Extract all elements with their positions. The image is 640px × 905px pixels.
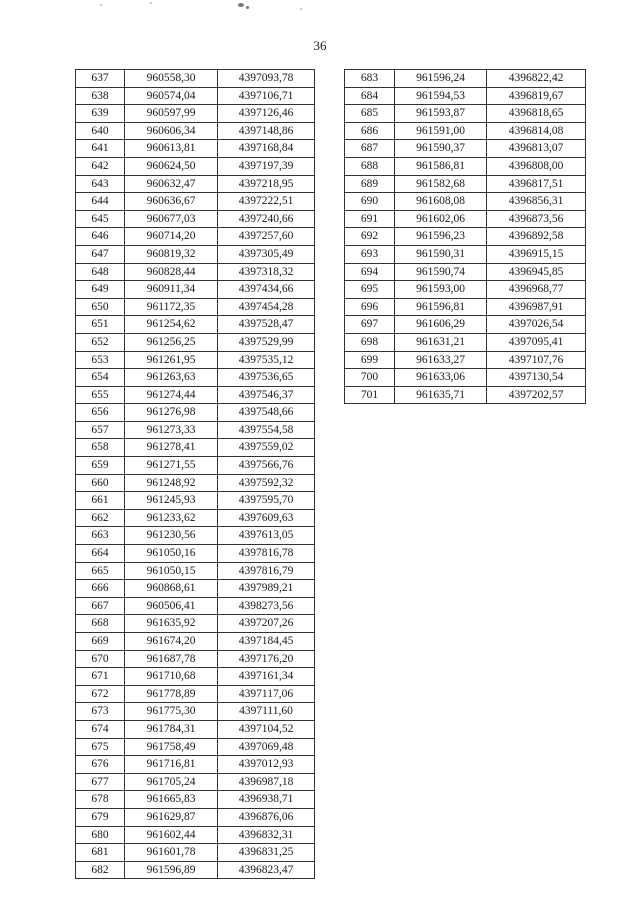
coordinates-table-right [344,69,586,404]
x-coordinate-cell: 961758,49 [125,738,218,756]
point-number-cell: 683 [345,70,395,88]
y-coordinate-cell: 4397176,20 [218,650,315,668]
point-number-cell: 665 [76,562,125,580]
point-number-cell: 655 [76,386,125,404]
x-coordinate-cell: 961582,68 [395,175,487,193]
x-coordinate-cell: 961590,31 [395,245,487,263]
y-coordinate-cell: 4396945,85 [487,263,586,281]
x-coordinate-cell: 960677,03 [125,210,218,228]
x-coordinate-cell: 961705,24 [125,773,218,791]
x-coordinate-cell: 961230,56 [125,527,218,545]
x-coordinate-cell: 960636,67 [125,193,218,211]
x-coordinate-cell: 961278,41 [125,439,218,457]
point-number-cell: 638 [76,87,125,105]
table-row [76,685,315,703]
point-number-cell: 649 [76,281,125,299]
table-row [76,791,315,809]
table-row [76,509,315,527]
y-coordinate-cell: 4397012,93 [218,756,315,774]
table-row [76,492,315,510]
x-coordinate-cell: 960714,20 [125,228,218,246]
y-coordinate-cell: 4397592,32 [218,474,315,492]
page-number: 36 [313,38,327,53]
table-row [76,668,315,686]
y-coordinate-cell: 4396938,71 [218,791,315,809]
table-row [345,157,586,175]
point-number-cell: 644 [76,193,125,211]
x-coordinate-cell: 960558,30 [125,70,218,88]
y-coordinate-cell: 4397554,58 [218,421,315,439]
table-row [76,87,315,105]
point-number-cell: 688 [345,157,395,175]
point-number-cell: 652 [76,333,125,351]
table-row [345,175,586,193]
x-coordinate-cell: 961586,81 [395,157,487,175]
y-coordinate-cell: 4396832,31 [218,826,315,844]
x-coordinate-cell: 961775,30 [125,703,218,721]
x-coordinate-cell: 961635,92 [125,615,218,633]
table-body [76,70,315,879]
y-coordinate-cell: 4397207,26 [218,615,315,633]
y-coordinate-cell: 4397069,48 [218,738,315,756]
table-row [345,316,586,334]
x-coordinate-cell: 961784,31 [125,720,218,738]
point-number-cell: 682 [76,861,125,879]
table-row [76,105,315,123]
y-coordinate-cell: 4397222,51 [218,193,315,211]
table-row [345,140,586,158]
y-coordinate-cell: 4396817,51 [487,175,586,193]
x-coordinate-cell: 960911,34 [125,281,218,299]
table-row [76,545,315,563]
table-row [345,351,586,369]
y-coordinate-cell: 4396987,91 [487,298,586,316]
point-number-cell: 669 [76,633,125,651]
x-coordinate-cell: 961596,23 [395,228,487,246]
point-number-cell: 691 [345,210,395,228]
point-number-cell: 684 [345,87,395,105]
point-number-cell: 674 [76,720,125,738]
y-coordinate-cell: 4397095,41 [487,333,586,351]
table-row [76,175,315,193]
y-coordinate-cell: 4397093,78 [218,70,315,88]
scan-artifact [300,8,302,10]
table-row [76,615,315,633]
point-number-cell: 676 [76,756,125,774]
table-row [76,439,315,457]
table-row [345,245,586,263]
y-coordinate-cell: 4397026,54 [487,316,586,334]
x-coordinate-cell: 961254,62 [125,316,218,334]
x-coordinate-cell: 961674,20 [125,633,218,651]
x-coordinate-cell: 961263,63 [125,369,218,387]
point-number-cell: 651 [76,316,125,334]
y-coordinate-cell: 4397305,49 [218,245,315,263]
point-number-cell: 677 [76,773,125,791]
table-body [345,70,586,404]
x-coordinate-cell: 961050,16 [125,545,218,563]
table-row [76,70,315,88]
y-coordinate-cell: 4397197,39 [218,157,315,175]
point-number-cell: 656 [76,404,125,422]
point-number-cell: 640 [76,122,125,140]
table-row [76,157,315,175]
x-coordinate-cell: 961172,35 [125,298,218,316]
table-row [76,826,315,844]
y-coordinate-cell: 4397816,78 [218,545,315,563]
table-row [76,281,315,299]
y-coordinate-cell: 4397240,66 [218,210,315,228]
y-coordinate-cell: 4397257,60 [218,228,315,246]
point-number-cell: 645 [76,210,125,228]
x-coordinate-cell: 960632,47 [125,175,218,193]
table-row [76,210,315,228]
point-number-cell: 654 [76,369,125,387]
x-coordinate-cell: 961633,06 [395,369,487,387]
x-coordinate-cell: 961593,00 [395,281,487,299]
y-coordinate-cell: 4397148,86 [218,122,315,140]
y-coordinate-cell: 4396814,08 [487,122,586,140]
y-coordinate-cell: 4396818,65 [487,105,586,123]
table-row [76,720,315,738]
x-coordinate-cell: 960613,81 [125,140,218,158]
point-number-cell: 680 [76,826,125,844]
x-coordinate-cell: 960606,34 [125,122,218,140]
point-number-cell: 662 [76,509,125,527]
point-number-cell: 663 [76,527,125,545]
y-coordinate-cell: 4397161,34 [218,668,315,686]
x-coordinate-cell: 961274,44 [125,386,218,404]
table-row [76,263,315,281]
table-row [345,210,586,228]
point-number-cell: 648 [76,263,125,281]
point-number-cell: 690 [345,193,395,211]
x-coordinate-cell: 961778,89 [125,685,218,703]
y-coordinate-cell: 4397528,47 [218,316,315,334]
table-row [76,316,315,334]
y-coordinate-cell: 4397202,57 [487,386,586,404]
table-row [345,281,586,299]
point-number-cell: 685 [345,105,395,123]
point-number-cell: 643 [76,175,125,193]
y-coordinate-cell: 4396892,58 [487,228,586,246]
table-row [76,193,315,211]
x-coordinate-cell: 961665,83 [125,791,218,809]
point-number-cell: 673 [76,703,125,721]
point-number-cell: 658 [76,439,125,457]
x-coordinate-cell: 961590,37 [395,140,487,158]
y-coordinate-cell: 4396987,18 [218,773,315,791]
x-coordinate-cell: 960574,04 [125,87,218,105]
x-coordinate-cell: 961245,93 [125,492,218,510]
y-coordinate-cell: 4397106,71 [218,87,315,105]
table-row [345,333,586,351]
y-coordinate-cell: 4397535,12 [218,351,315,369]
table-row [76,298,315,316]
table-row [76,650,315,668]
x-coordinate-cell: 961261,95 [125,351,218,369]
table-row [76,580,315,598]
x-coordinate-cell: 961596,89 [125,861,218,879]
x-coordinate-cell: 961248,92 [125,474,218,492]
x-coordinate-cell: 961273,33 [125,421,218,439]
table-row [76,474,315,492]
x-coordinate-cell: 961596,81 [395,298,487,316]
scan-artifact [100,4,102,6]
x-coordinate-cell: 961716,81 [125,756,218,774]
point-number-cell: 698 [345,333,395,351]
table-row [345,105,586,123]
y-coordinate-cell: 4397595,70 [218,492,315,510]
x-coordinate-cell: 961594,53 [395,87,487,105]
x-coordinate-cell: 961608,08 [395,193,487,211]
y-coordinate-cell: 4397184,45 [218,633,315,651]
point-number-cell: 675 [76,738,125,756]
table-row [76,404,315,422]
y-coordinate-cell: 4396822,42 [487,70,586,88]
point-number-cell: 670 [76,650,125,668]
y-coordinate-cell: 4396876,06 [218,808,315,826]
y-coordinate-cell: 4397613,05 [218,527,315,545]
point-number-cell: 641 [76,140,125,158]
x-coordinate-cell: 961256,25 [125,333,218,351]
x-coordinate-cell: 960597,99 [125,105,218,123]
point-number-cell: 664 [76,545,125,563]
table-row [345,87,586,105]
point-number-cell: 701 [345,386,395,404]
point-number-cell: 686 [345,122,395,140]
y-coordinate-cell: 4397546,37 [218,386,315,404]
point-number-cell: 694 [345,263,395,281]
y-coordinate-cell: 4396808,00 [487,157,586,175]
y-coordinate-cell: 4397130,54 [487,369,586,387]
y-coordinate-cell: 4397989,21 [218,580,315,598]
table-row [76,140,315,158]
table-row [345,122,586,140]
point-number-cell: 678 [76,791,125,809]
y-coordinate-cell: 4397117,06 [218,685,315,703]
point-number-cell: 668 [76,615,125,633]
y-coordinate-cell: 4397454,28 [218,298,315,316]
table-row [76,351,315,369]
x-coordinate-cell: 961601,78 [125,844,218,862]
table-row [76,808,315,826]
x-coordinate-cell: 961631,21 [395,333,487,351]
x-coordinate-cell: 961602,06 [395,210,487,228]
point-number-cell: 687 [345,140,395,158]
y-coordinate-cell: 4396819,67 [487,87,586,105]
x-coordinate-cell: 961590,74 [395,263,487,281]
x-coordinate-cell: 961596,24 [395,70,487,88]
table-row [76,861,315,879]
y-coordinate-cell: 4398273,56 [218,597,315,615]
y-coordinate-cell: 4396813,07 [487,140,586,158]
point-number-cell: 657 [76,421,125,439]
point-number-cell: 661 [76,492,125,510]
x-coordinate-cell: 960506,41 [125,597,218,615]
point-number-cell: 672 [76,685,125,703]
point-number-cell: 693 [345,245,395,263]
scan-artifact [246,6,249,9]
table-row [76,228,315,246]
point-number-cell: 650 [76,298,125,316]
y-coordinate-cell: 4396873,56 [487,210,586,228]
table-row [76,386,315,404]
table-row [76,457,315,475]
x-coordinate-cell: 961050,15 [125,562,218,580]
point-number-cell: 642 [76,157,125,175]
scan-artifact [150,2,152,4]
x-coordinate-cell: 961710,68 [125,668,218,686]
y-coordinate-cell: 4397609,63 [218,509,315,527]
x-coordinate-cell: 961271,55 [125,457,218,475]
table-row [76,738,315,756]
point-number-cell: 696 [345,298,395,316]
point-number-cell: 666 [76,580,125,598]
y-coordinate-cell: 4397434,66 [218,281,315,299]
point-number-cell: 667 [76,597,125,615]
y-coordinate-cell: 4397318,32 [218,263,315,281]
y-coordinate-cell: 4397559,02 [218,439,315,457]
table-row [76,703,315,721]
table-row [76,421,315,439]
x-coordinate-cell: 961591,00 [395,122,487,140]
table-row [345,228,586,246]
x-coordinate-cell: 960868,61 [125,580,218,598]
x-coordinate-cell: 960828,44 [125,263,218,281]
table-row [345,70,586,88]
table-row [345,263,586,281]
x-coordinate-cell: 961633,27 [395,351,487,369]
y-coordinate-cell: 4397536,65 [218,369,315,387]
point-number-cell: 639 [76,105,125,123]
table-row [76,562,315,580]
y-coordinate-cell: 4397529,99 [218,333,315,351]
table-row [345,193,586,211]
x-coordinate-cell: 961602,44 [125,826,218,844]
x-coordinate-cell: 961687,78 [125,650,218,668]
y-coordinate-cell: 4397566,76 [218,457,315,475]
y-coordinate-cell: 4397218,95 [218,175,315,193]
table-row [76,369,315,387]
x-coordinate-cell: 961635,71 [395,386,487,404]
point-number-cell: 671 [76,668,125,686]
y-coordinate-cell: 4396823,47 [218,861,315,879]
table-row [76,122,315,140]
point-number-cell: 700 [345,369,395,387]
point-number-cell: 689 [345,175,395,193]
table-row [76,527,315,545]
table-row [76,633,315,651]
point-number-cell: 692 [345,228,395,246]
point-number-cell: 695 [345,281,395,299]
y-coordinate-cell: 4397126,46 [218,105,315,123]
y-coordinate-cell: 4396856,31 [487,193,586,211]
point-number-cell: 697 [345,316,395,334]
table-row [76,756,315,774]
point-number-cell: 659 [76,457,125,475]
x-coordinate-cell: 961593,87 [395,105,487,123]
y-coordinate-cell: 4397111,60 [218,703,315,721]
table-row [76,773,315,791]
table-row [76,844,315,862]
y-coordinate-cell: 4397816,79 [218,562,315,580]
y-coordinate-cell: 4397168,84 [218,140,315,158]
table-row [345,386,586,404]
point-number-cell: 646 [76,228,125,246]
point-number-cell: 647 [76,245,125,263]
x-coordinate-cell: 961606,29 [395,316,487,334]
scan-artifact [238,3,244,7]
y-coordinate-cell: 4396968,77 [487,281,586,299]
y-coordinate-cell: 4397104,52 [218,720,315,738]
y-coordinate-cell: 4397548,66 [218,404,315,422]
x-coordinate-cell: 961276,98 [125,404,218,422]
table-row [345,369,586,387]
table-row [76,597,315,615]
point-number-cell: 637 [76,70,125,88]
point-number-cell: 660 [76,474,125,492]
x-coordinate-cell: 960819,32 [125,245,218,263]
point-number-cell: 699 [345,351,395,369]
y-coordinate-cell: 4396831,25 [218,844,315,862]
point-number-cell: 681 [76,844,125,862]
x-coordinate-cell: 960624,50 [125,157,218,175]
point-number-cell: 653 [76,351,125,369]
coordinates-table-left [75,69,315,879]
x-coordinate-cell: 961629,87 [125,808,218,826]
point-number-cell: 679 [76,808,125,826]
table-row [76,333,315,351]
y-coordinate-cell: 4397107,76 [487,351,586,369]
table-row [76,245,315,263]
x-coordinate-cell: 961233,62 [125,509,218,527]
y-coordinate-cell: 4396915,15 [487,245,586,263]
table-row [345,298,586,316]
